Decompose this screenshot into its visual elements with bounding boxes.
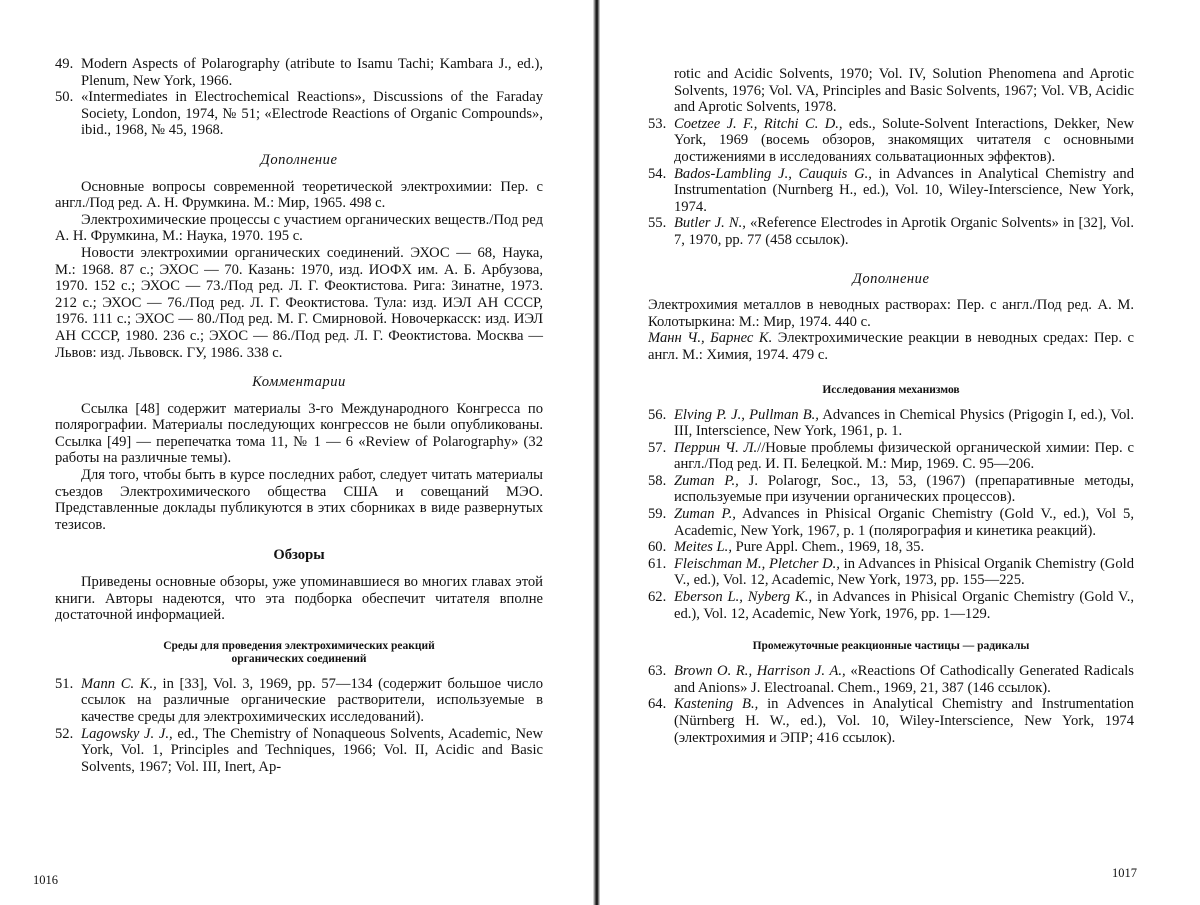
- obzory-paragraph: Приведены основные обзоры, уже упоминавшиеся во многих главах этой книги. Авторы надеются, что эта подборка обеспечит читателя вполне достаточной информацией.: [55, 574, 543, 624]
- reference-52: 52. Lagowsky J. J., ed., The Chemistry of Nonaqueous Solvents, Academic, New York, Vol. 1, Principles and Techniques, 1966; Vol. II, Acidic and Basic Solvents, 1967; Vol. III, Inert, Ap-: [55, 725, 544, 775]
- reference-52-continuation: rotic and Acidic Solvents, 1970; Vol. IV, Solution Phenomena and Aprotic Solvents, 1976; Vol. VA, Principles and Basic Solvents, 1967; Vol. VB, Acidic and Aprotic Solvents, 1978.: [674, 66, 1134, 116]
- left-page-column: [55, 56, 543, 775]
- dopolnenie-paragraph: Основные вопросы современной теоретической электрохимии: Пер. с англ./Под ред. А. Н. Фрумкина. М.: Мир, 1965. 498 с.: [55, 178, 543, 212]
- dopolnenie-entry: Электрохимия металлов в неводных растворах: Пер. с англ./Под ред. А. М. Колотыркина: М.: Мир, 1974. 440 с.: [648, 297, 1134, 330]
- dopolnenie-paragraph: Новости электрохимии органических соединений. ЭХОС — 68, Наука, М.: 1968. 87 с.; ЭХОС — 70. Казань: 1970, изд. ИОФХ им. А. Б. Арбузова, 1970. 152 с.; ЭХОС — 73./Под ред. Л. Г. Феоктистова. Рига: Зинатне, 1973. 212 с.; ЭХОС — 76./Под ред. Л. Г. Феоктистова. Тула: изд. ИЭЛ АН СССР, 1976. 111 с.; ЭХОС — 80./Под ред. М. Г. Смирновой. Новочеркасск: изд. ИЭЛ АН СССР, 1980. 236 с.; ЭХОС — 86./Под ред. Л. Г. Феоктистова. Москва — Львов: изд. Львовск. ГУ, 1986. 338 с.: [55, 244, 543, 361]
- left-page: [0, 0, 598, 905]
- section-heading-sredy: Среды для проведения электрохимических реакций органических соединений: [163, 639, 435, 665]
- reference-62: 62. Eberson L., Nyberg K., in Advances in Phisical Organic Chemistry (Gold V., ed.), Vol. 12, Academic, New York, 1976, pp. 1—129.: [648, 589, 1135, 622]
- kommentarii-paragraph: Для того, чтобы быть в курсе последних работ, следует читать материалы съездов Электрохимического общества США и совещаний МЭО. Представленные доклады публикуются в этих сборниках в виде развернутых тезисов.: [55, 467, 543, 533]
- reference-56: 56. Elving P. J., Pullman B., Advances in Chemical Physics (Prigogin I, ed.), Vol. III, Interscience, New York, 1961, p. 1.: [648, 406, 1134, 440]
- reference-64: 64. Kastening B., in Advences in Analytical Chemistry and Instrumentation (Nürnberg H. W., ed.), Vol. 10, Wiley-Interscience, New York, 1974 (электрохимия и ЭПР; 416 ссылок).: [648, 696, 1134, 746]
- right-page-column: [648, 66, 1134, 746]
- reference-61: 61. Fleischman M., Pletcher D., in Advances in Phisical Organik Chemistry (Gold V., ed.), Vol. 12, Academic, New York, 1973, pp. 155—225.: [648, 555, 1134, 589]
- section-heading-dopolnenie-right: Дополнение: [852, 270, 930, 287]
- reference-63: 63. Brown O. R., Harrison J. A., «Reactions Of Cathodically Generated Radicals and Anions» J. Electroanal. Chem., 1969, 21, 387 (146 ссылок).: [648, 663, 1134, 696]
- reference-57: 57. Перрин Ч. Л.//Новые проблемы физической органической химии: Пер. с англ./Под ред. И. П. Белецкой. М.: Мир, 1969. С. 95—206.: [648, 439, 1134, 473]
- reference-59: 59. Zuman P., Advances in Phisical Organic Chemistry (Gold V., ed.), Vol 5, Academic, New York, 1967, p. 1 (полярография и кинетика реакций).: [648, 506, 1134, 539]
- dopolnenie-entry: Манн Ч., Барнес К. Электрохимические реакции в неводных средах: Пер. с англ. М.: Химия, 1974. 479 с.: [648, 330, 1134, 363]
- dopolnenie-paragraph: Электрохимические процессы с участием органических веществ./Под ред А. Н. Фрумкина, М.: Наука, 1970. 195 с.: [55, 211, 543, 245]
- reference-53: 53. Coetzee J. F., Ritchi C. D., eds., Solute-Solvent Interactions, Dekker, New York, 1969 (восемь обзоров, знакомящих читателя с основными достижениями в исследованиях сольватационных эффектов).: [648, 115, 1134, 165]
- reference-49: 49. Modern Aspects of Polarography (atribute to Isamu Tachi; Kambara J., ed.), Plenum, New York, 1966.: [55, 56, 543, 89]
- right-page: [598, 0, 1200, 905]
- section-heading-kommentarii: Комментарии: [252, 374, 346, 391]
- reference-60: 60. Meites L., Pure Appl. Chem., 1969, 18, 35.: [648, 539, 925, 556]
- page-number-left: 1016: [33, 873, 58, 887]
- section-heading-radicals: Промежуточные реакционные частицы — радикалы: [752, 640, 1030, 653]
- section-heading-dopolnenie: Дополнение: [260, 151, 338, 168]
- reference-51: 51. Mann C. K., in [33], Vol. 3, 1969, pp. 57—134 (содержит большое число ссылок на различные органические растворители, используемые в качестве среды для электрохимических исследований).: [55, 675, 543, 725]
- reference-55: 55. Butler J. N., «Reference Electrodes in Aprotik Organic Solvents» in [32], Vol. 7, 1970, pp. 77 (458 ссылок).: [648, 215, 1134, 248]
- section-heading-obzory: Обзоры: [273, 547, 325, 564]
- reference-58: 58. Zuman P., J. Polarogr, Soc., 13, 53, (1967) (препаративные методы, используемые при изучении органических процессов).: [648, 472, 1134, 506]
- reference-50: 50. «Intermediates in Electrochemical Reactions», Discussions of the Faraday Society, London, 1974, № 51; «Electrode Reactions of Organic Compounds», ibid., 1968, № 45, 1968.: [55, 89, 543, 139]
- section-heading-mechanisms: Исследования механизмов: [822, 383, 960, 396]
- page-number-right: 1017: [1112, 866, 1137, 880]
- kommentarii-paragraph: Ссылка [48] содержит материалы 3-го Международного Конгресса по полярографии. Материалы последующих конгрессов не были опубликованы. Ссылка [49] — перепечатка тома 11, № 1 — 6 «Review of Polarography» (32 работы на различные темы).: [55, 400, 543, 467]
- reference-54: 54. Bados-Lambling J., Cauquis G., in Advances in Analytical Chemistry and Instrumentation (Nurnberg H., ed.), Vol. 10, Wiley-Interscience, New York, 1974.: [648, 165, 1135, 215]
